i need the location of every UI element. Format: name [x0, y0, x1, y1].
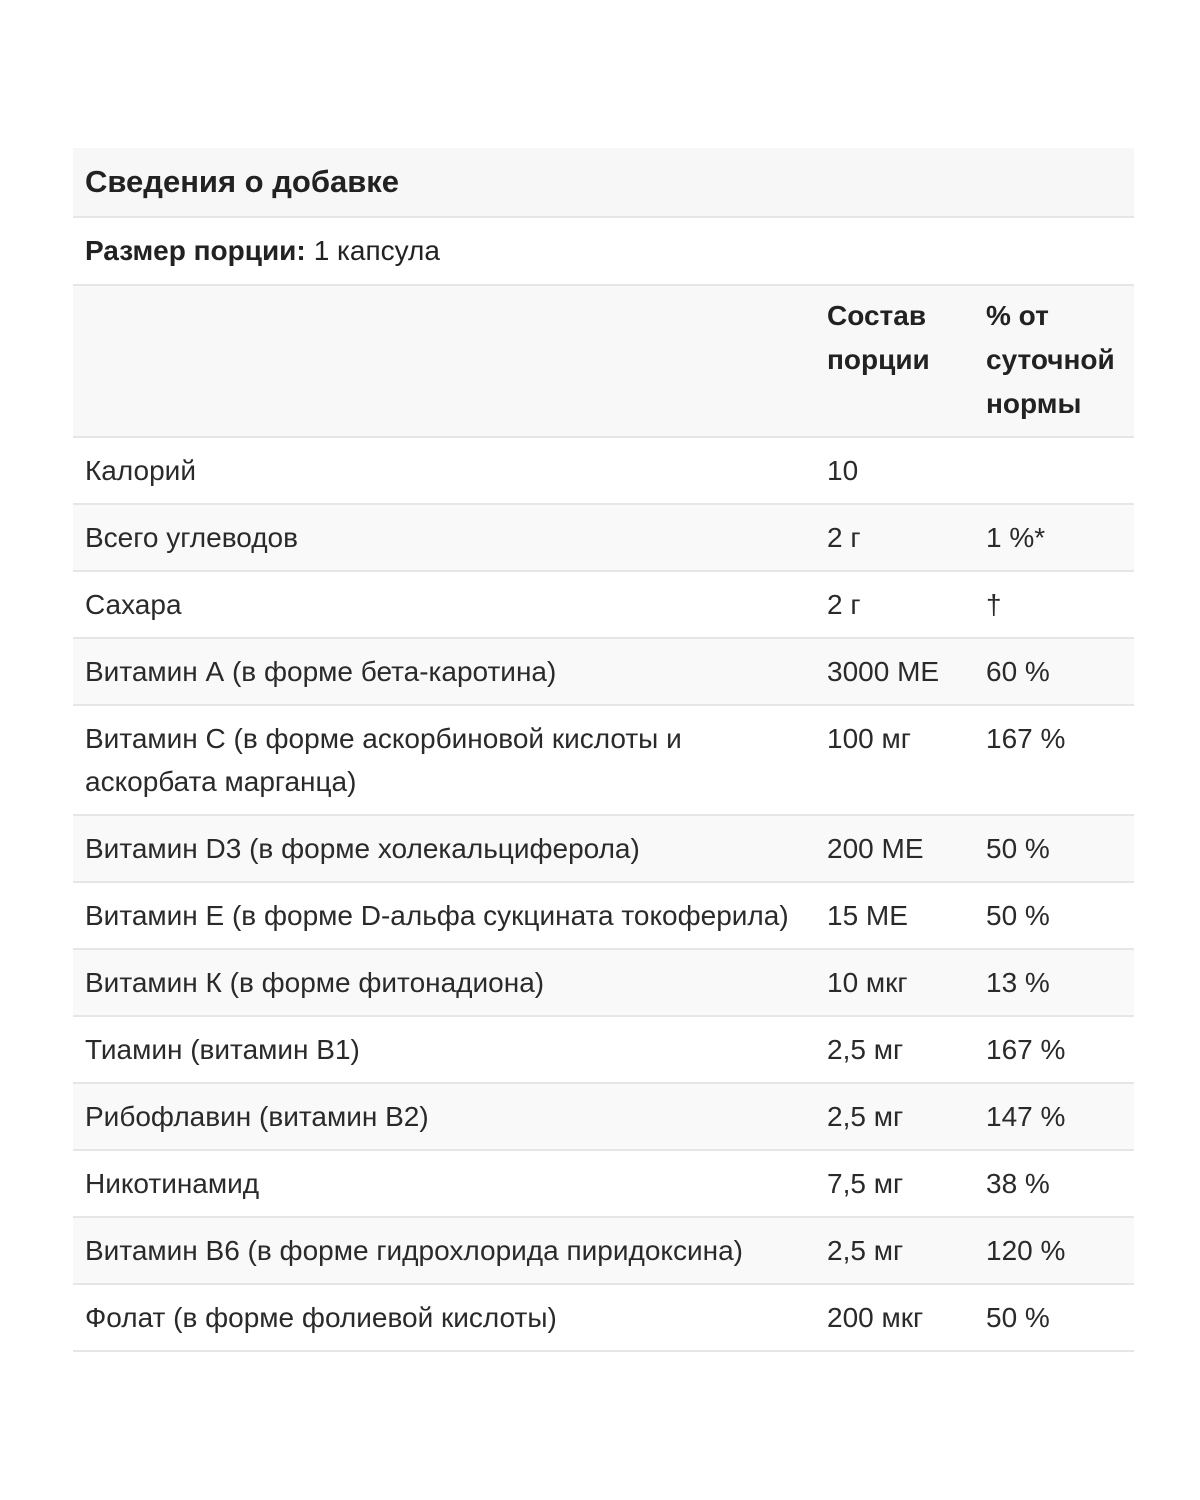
nutrient-amount: 200 МЕ	[827, 833, 924, 864]
column-header-daily-value: % от суточной нормы	[986, 300, 1115, 419]
nutrient-name: Витамин D3 (в форме холекальциферола)	[85, 833, 640, 864]
page-title: Сведения о добавке	[85, 164, 400, 199]
nutrient-name: Тиамин (витамин В1)	[85, 1034, 360, 1065]
nutrient-amount: 7,5 мг	[827, 1168, 904, 1199]
nutrient-daily-value: 13 %	[986, 967, 1050, 998]
nutrient-name: Калорий	[85, 455, 196, 486]
nutrient-amount: 3000 МЕ	[827, 656, 940, 687]
table-row	[73, 437, 1134, 504]
nutrient-amount: 2,5 мг	[827, 1235, 904, 1266]
table-row	[73, 571, 1134, 638]
nutrient-amount: 2 г	[827, 522, 861, 553]
nutrient-daily-value: 167 %	[986, 723, 1066, 754]
nutrient-amount: 100 мг	[827, 723, 911, 754]
serving-size-row	[73, 218, 1134, 286]
serving-size-label: Размер порции:	[85, 235, 306, 266]
supplement-facts-panel	[73, 148, 1134, 1352]
nutrient-amount: 10 мкг	[827, 967, 908, 998]
nutrient-name: Рибофлавин (витамин В2)	[85, 1101, 429, 1132]
nutrient-daily-value: 38 %	[986, 1168, 1050, 1199]
nutrient-name: Всего углеводов	[85, 522, 299, 553]
table-row	[73, 504, 1134, 571]
nutrient-name: Витамин С (в форме аскорбиновой кислоты и аскорбата марганца)	[85, 723, 682, 797]
nutrient-name: Фолат (в форме фолиевой кислоты)	[85, 1302, 557, 1333]
nutrient-daily-value: †	[986, 589, 1002, 620]
nutrient-name: Сахара	[85, 589, 182, 620]
nutrient-daily-value: 147 %	[986, 1101, 1066, 1132]
nutrient-name: Витамин В6 (в форме гидрохлорида пиридоксина)	[85, 1235, 743, 1266]
nutrient-daily-value	[974, 437, 1134, 504]
nutrient-name: Никотинамид	[85, 1168, 260, 1199]
column-header-amount: Состав порции	[827, 300, 930, 375]
table-row	[73, 815, 1134, 882]
nutrient-daily-value: 1 %*	[986, 522, 1046, 553]
nutrients-table	[73, 286, 1134, 1352]
table-row	[73, 1016, 1134, 1083]
table-row	[73, 882, 1134, 949]
table-row	[73, 705, 1134, 815]
nutrient-daily-value: 50 %	[986, 900, 1050, 931]
serving-size-value: 1 капсула	[313, 235, 440, 266]
nutrient-daily-value: 60 %	[986, 656, 1050, 687]
table-row	[73, 638, 1134, 705]
nutrient-daily-value: 120 %	[986, 1235, 1066, 1266]
nutrient-daily-value: 167 %	[986, 1034, 1066, 1065]
table-row	[73, 1284, 1134, 1351]
nutrient-amount: 2,5 мг	[827, 1101, 904, 1132]
nutrient-name: Витамин Е (в форме D-альфа сукцината токоферила)	[85, 900, 789, 931]
nutrient-daily-value: 50 %	[986, 833, 1050, 864]
nutrient-daily-value: 50 %	[986, 1302, 1050, 1333]
table-row	[73, 1083, 1134, 1150]
nutrient-amount: 200 мкг	[827, 1302, 924, 1333]
nutrient-amount: 10	[827, 455, 859, 486]
nutrient-amount: 2 г	[827, 589, 861, 620]
table-header-row	[73, 286, 1134, 437]
nutrient-amount: 2,5 мг	[827, 1034, 904, 1065]
title-bar	[73, 148, 1134, 218]
table-row	[73, 1217, 1134, 1284]
nutrient-name: Витамин А (в форме бета-каротина)	[85, 656, 557, 687]
nutrient-amount: 15 МЕ	[827, 900, 908, 931]
column-header-name	[73, 286, 814, 437]
nutrient-name: Витамин К (в форме фитонадиона)	[85, 967, 545, 998]
table-row	[73, 949, 1134, 1016]
table-row	[73, 1150, 1134, 1217]
